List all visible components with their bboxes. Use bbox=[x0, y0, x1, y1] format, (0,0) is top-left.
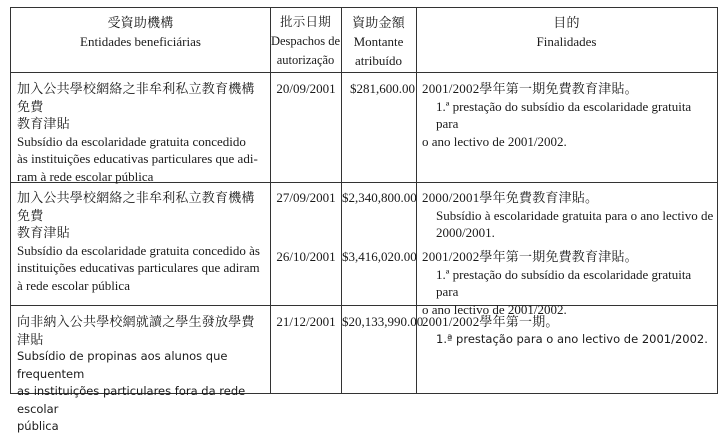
header-purpose-zh: 目的 bbox=[553, 15, 580, 30]
row2-purpose2 bbox=[422, 248, 714, 318]
row2-date2: 26/10/2001 bbox=[276, 249, 336, 264]
row1-entity-pt1: Subsídio da escolaridade gratuita concedido bbox=[17, 133, 246, 149]
row1-purpose-pt2: o ano lectivo de 2001/2002. bbox=[422, 133, 567, 149]
row2-entity-pt2: instituições educativas particulares que adiram bbox=[17, 260, 260, 275]
row2-purpose1 bbox=[422, 189, 714, 242]
row1-entity-zh1: 加入公共學校網絡之非牟利私立教育機構免費 bbox=[17, 81, 255, 114]
row1-purpose-zh: 2001/2002學年第一期免費教育津貼。 bbox=[422, 81, 638, 96]
row2-entity-pt3: à rede escolar pública bbox=[17, 277, 130, 293]
row2-entity-zh2: 教育津貼 bbox=[17, 225, 70, 240]
row2-purpose2-pt1: 1.ª prestação do subsídio da escolaridade gratuita para bbox=[436, 266, 692, 299]
header-entities-pt: Entidades beneficiárias bbox=[80, 34, 201, 49]
row3-date: 21/12/2001 bbox=[276, 314, 336, 329]
row2-entity bbox=[17, 189, 267, 294]
header-dispatch-pt1: Despachos de bbox=[270, 34, 341, 48]
row1-entity-zh2: 教育津貼 bbox=[17, 116, 70, 131]
row3-entity-pt3: pública bbox=[17, 419, 59, 433]
row-divider bbox=[11, 72, 717, 73]
header-amount-pt2: atribuído bbox=[355, 53, 402, 68]
header-purpose-pt: Finalidades bbox=[536, 34, 597, 49]
row3-entity-pt2: as instituições particulares fora da rede escolar bbox=[17, 384, 246, 416]
header-amount-zh: 資助金額 bbox=[352, 15, 405, 30]
row1-purpose-pt1: 1.ª prestação do subsídio da escolaridade gratuita para bbox=[436, 98, 692, 131]
row2-purpose1-pt1: Subsídio à escolaridade gratuita para o ano lectivo de bbox=[436, 207, 714, 223]
header-amount-pt1: Montante bbox=[353, 34, 404, 49]
row1-entity bbox=[17, 80, 267, 185]
header-dispatch-zh: 批示日期 bbox=[280, 15, 331, 29]
row2-entity-zh1: 加入公共學校網絡之非牟利私立教育機構免費 bbox=[17, 190, 255, 223]
row3-entity bbox=[17, 313, 267, 436]
row3-entity-pt1: Subsídio de propinas aos alunos que frequentem bbox=[17, 349, 228, 381]
header-dispatch-pt2: autorização bbox=[276, 53, 335, 67]
row2-purpose1-zh: 2000/2001學年免費教育津貼。 bbox=[422, 190, 599, 205]
row2-purpose2-zh: 2001/2002學年第一期免費教育津貼。 bbox=[422, 249, 638, 264]
row1-entity-pt2: às instituições educativas particulares que adi- bbox=[17, 151, 258, 166]
row3-amount: $20,133,990.00 bbox=[342, 314, 424, 329]
row3-purpose-zh: 2001/2002學年第一期。 bbox=[422, 314, 559, 329]
row2-amount1: $2,340,800.00 bbox=[342, 190, 417, 205]
header-dispatch bbox=[270, 13, 341, 70]
row3-purpose bbox=[422, 313, 714, 348]
grants-table bbox=[10, 7, 718, 433]
row1-date: 20/09/2001 bbox=[276, 81, 336, 96]
row1-entity-pt3: ram à rede escolar pública bbox=[17, 168, 154, 184]
row1-purpose bbox=[422, 80, 714, 150]
header-entities bbox=[11, 13, 270, 51]
row3-entity-zh1: 向非納入公共學校網就讀之學生發放學費津貼 bbox=[17, 314, 255, 347]
row2-date1: 27/09/2001 bbox=[276, 190, 336, 205]
header-purpose bbox=[416, 13, 717, 51]
row2-amount2: $3,416,020.00 bbox=[342, 249, 417, 264]
row2-purpose1-pt2: 2000/2001. bbox=[436, 225, 495, 240]
row1-amount: $281,600.00 bbox=[350, 81, 415, 96]
header-amount bbox=[341, 13, 416, 70]
header-entities-zh: 受資助機構 bbox=[107, 15, 174, 30]
row2-entity-pt1: Subsídio da escolaridade gratuita concedido às bbox=[17, 242, 260, 258]
row2-purpose2-pt2: o ano lectivo de 2001/2002. bbox=[422, 301, 567, 317]
row3-purpose-pt1: 1.ª prestação para o ano lectivo de 2001/2002. bbox=[436, 331, 708, 346]
